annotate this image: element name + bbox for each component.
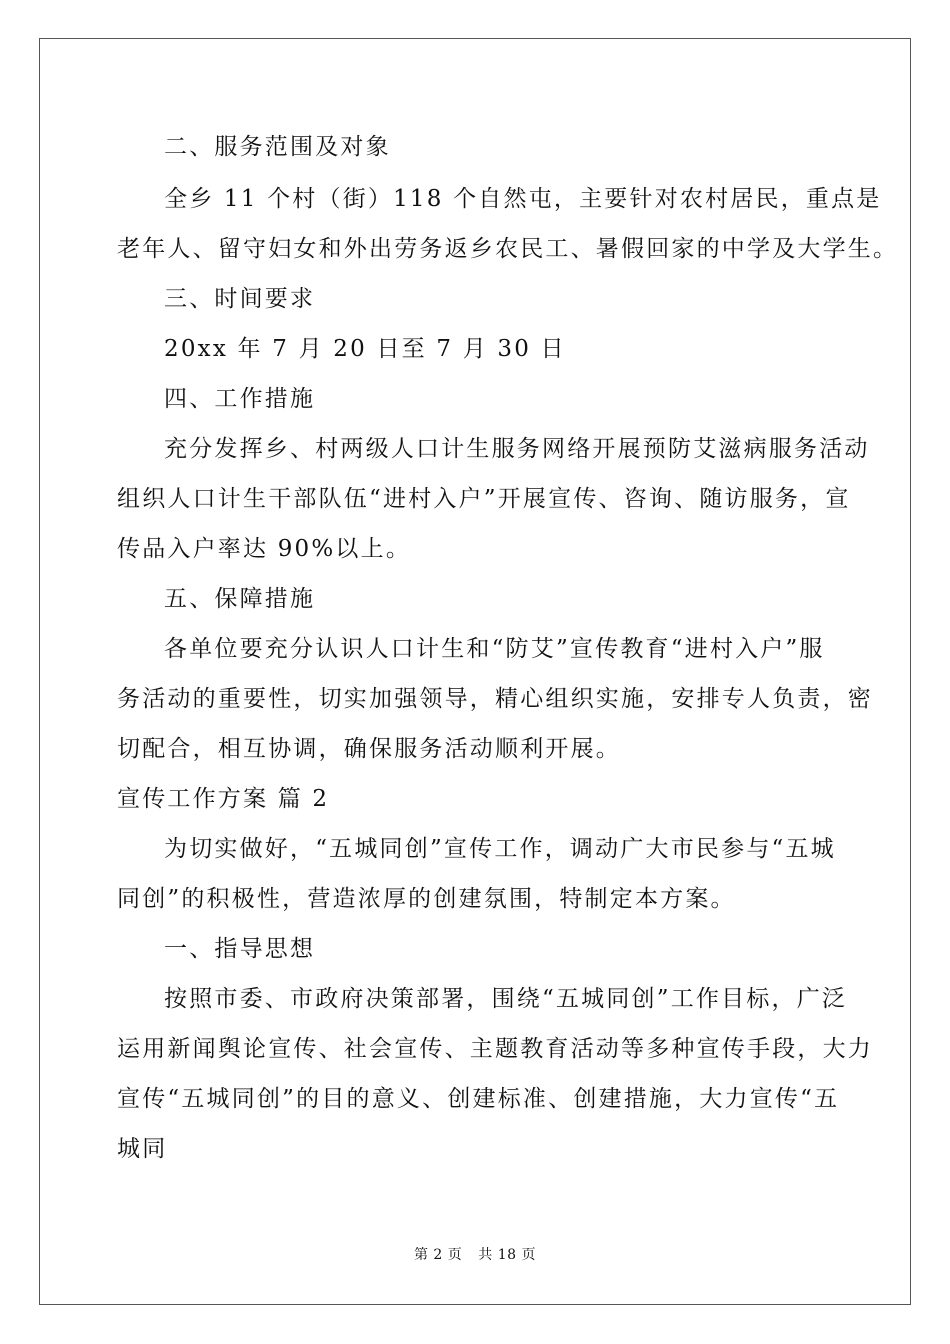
paragraph-line: 组织人口计生干部队伍“进村入户”开展宣传、咨询、随访服务，宣 bbox=[117, 486, 851, 512]
paragraph-line: 各单位要充分认识人口计生和“防艾”宣传教育“进村入户”服 bbox=[164, 636, 825, 662]
section-heading: 二、服务范围及对象 bbox=[164, 134, 391, 160]
paragraph-line: 城同 bbox=[117, 1136, 168, 1162]
paragraph-line: 20xx 年 7 月 20 日至 7 月 30 日 bbox=[164, 336, 566, 362]
page-number: 第 2 页 bbox=[413, 1247, 463, 1263]
paragraph-line: 切配合，相互协调，确保服务活动顺利开展。 bbox=[117, 736, 621, 762]
paragraph-line: 按照市委、市政府决策部署，围绕“五城同创”工作目标，广泛 bbox=[164, 986, 848, 1012]
paragraph-line: 充分发挥乡、村两级人口计生服务网络开展预防艾滋病服务活动 bbox=[164, 436, 870, 462]
paragraph-line: 同创”的积极性，营造浓厚的创建氛围，特制定本方案。 bbox=[117, 886, 736, 912]
section-heading: 三、时间要求 bbox=[164, 286, 316, 312]
paragraph-line: 老年人、留守妇女和外出劳务返乡农民工、暑假回家的中学及大学生。 bbox=[117, 236, 899, 262]
section-heading: 四、工作措施 bbox=[164, 386, 316, 412]
section-heading: 五、保障措施 bbox=[164, 586, 316, 612]
page-frame bbox=[39, 38, 911, 1305]
article-title: 宣传工作方案 篇 2 bbox=[117, 786, 330, 812]
section-heading: 一、指导思想 bbox=[164, 936, 316, 962]
paragraph-line: 为切实做好，“五城同创”宣传工作，调动广大市民参与“五城 bbox=[164, 836, 836, 862]
paragraph-line: 运用新闻舆论宣传、社会宣传、主题教育活动等多种宣传手段，大力 bbox=[117, 1036, 873, 1062]
paragraph-line: 全乡 11 个村（街）118 个自然屯，主要针对农村居民，重点是 bbox=[164, 186, 882, 212]
page-total: 共 18 页 bbox=[478, 1247, 537, 1263]
page-footer bbox=[0, 1245, 950, 1265]
paragraph-line: 传品入户率达 90%以上。 bbox=[117, 536, 412, 562]
paragraph-line: 宣传“五城同创”的目的意义、创建标准、创建措施，大力宣传“五 bbox=[117, 1086, 840, 1112]
paragraph-line: 务活动的重要性，切实加强领导，精心组织实施，安排专人负责，密 bbox=[117, 686, 873, 712]
